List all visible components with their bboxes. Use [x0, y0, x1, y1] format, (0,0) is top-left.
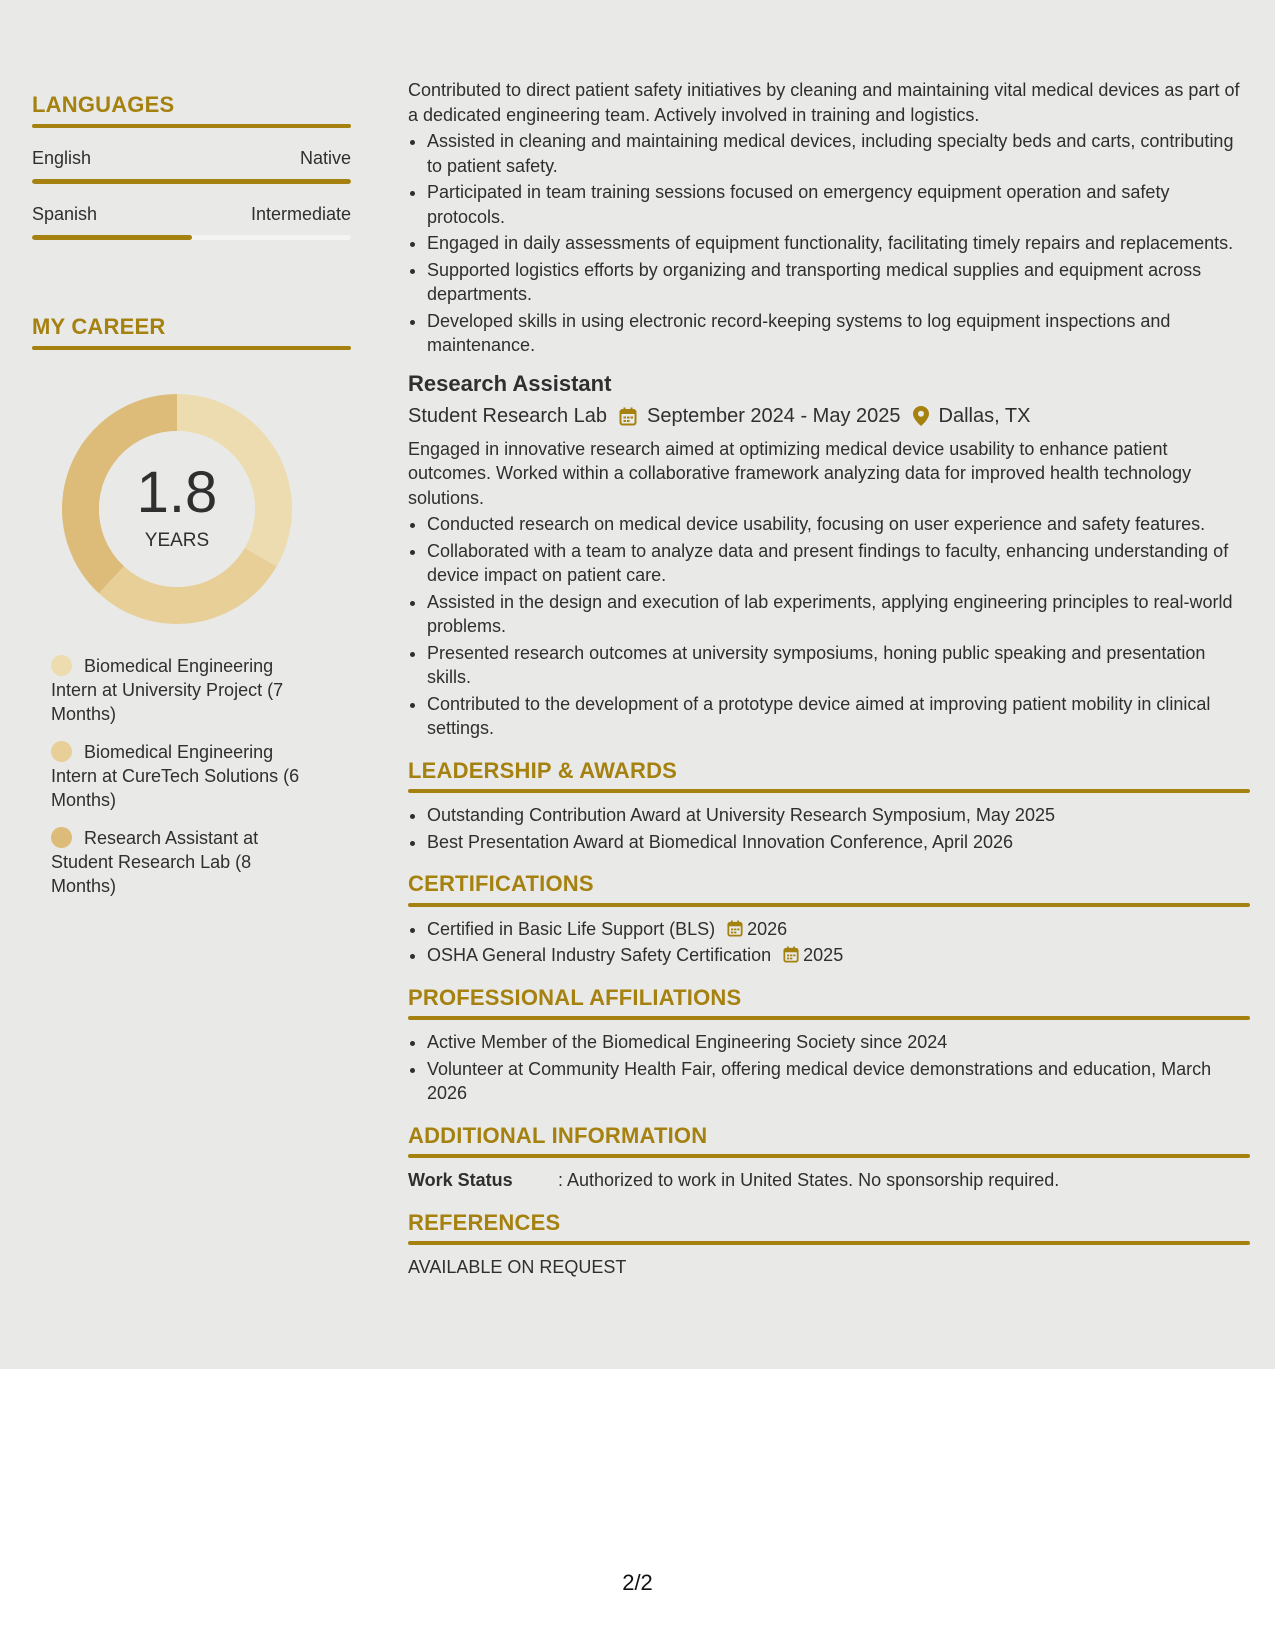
additional-info-title: ADDITIONAL INFORMATION — [408, 1122, 708, 1148]
legend-dot — [51, 655, 72, 676]
language-name: Spanish — [32, 204, 98, 224]
references-text: AVAILABLE ON REQUEST — [408, 1257, 627, 1277]
affiliations-list — [408, 1030, 1250, 1106]
map-pin-icon — [913, 406, 929, 426]
work-status-value: : Authorized to work in United States. No sponsorship required. — [558, 1170, 1060, 1190]
job-bullets — [408, 512, 1250, 741]
languages-title: LANGUAGES — [32, 92, 175, 117]
page-number: 2/2 — [622, 1570, 653, 1595]
list-item: • Best Presentation Award at Biomedical Innovation Conference, April 2026 — [427, 830, 1250, 855]
language-item — [32, 204, 351, 240]
list-item: • Engaged in daily assessments of equipment functionality, facilitating timely repairs and replacements. — [427, 231, 1250, 256]
certifications-rule — [408, 903, 1250, 907]
language-proficiency-bar — [32, 179, 351, 184]
previous-job-section — [408, 78, 1250, 358]
language-proficiency-fill — [32, 179, 351, 184]
list-item — [427, 917, 1250, 942]
job-location: Dallas, TX — [938, 405, 1031, 427]
calendar-icon — [727, 920, 743, 937]
legend-dot — [51, 741, 72, 762]
languages-section — [32, 92, 351, 240]
language-name: English — [32, 148, 92, 168]
language-item — [32, 148, 351, 184]
language-proficiency-bar — [32, 235, 351, 240]
awards-list — [408, 803, 1250, 854]
previous-job-summary: Contributed to direct patient safety initiatives by cleaning and maintaining vital medical devices as part of a dedicated engineering team. Actively involved in training and logistics. — [408, 80, 1240, 125]
affiliations-rule — [408, 1016, 1250, 1020]
job-summary: Engaged in innovative research aimed at optimizing medical device usability to enhance patient outcomes. Worked within a collaborative framework analyzing data for improved health technology solutions. — [408, 438, 1192, 508]
calendar-icon — [619, 407, 637, 426]
certifications-list — [408, 917, 1250, 968]
career-legend — [51, 654, 321, 898]
career-total-unit: YEARS — [144, 530, 210, 551]
language-level: Native — [299, 148, 351, 168]
left-column — [32, 92, 351, 912]
list-item: • Outstanding Contribution Award at University Research Symposium, May 2025 — [427, 803, 1250, 828]
list-item — [427, 943, 1250, 968]
affiliations-title: PROFESSIONAL AFFILIATIONS — [408, 984, 742, 1010]
job-meta — [408, 404, 1250, 429]
awards-rule — [408, 789, 1250, 793]
awards-section — [408, 759, 1250, 855]
awards-title: LEADERSHIP & AWARDS — [408, 757, 678, 783]
previous-job-bullets — [408, 129, 1250, 358]
list-item: • Presented research outcomes at university symposiums, honing public speaking and presentation skills. — [427, 641, 1250, 690]
additional-info-rule — [408, 1154, 1250, 1158]
career-legend-item — [51, 740, 321, 812]
certifications-section — [408, 872, 1250, 968]
list-item: • Developed skills in using electronic record-keeping systems to log equipment inspections and maintenance. — [427, 309, 1250, 358]
career-legend-label: Research Assistant at Student Research Lab (8 Months) — [51, 828, 259, 896]
list-item: • Assisted in cleaning and maintaining medical devices, including specialty beds and carts, contributing to patient safety. — [427, 129, 1250, 178]
work-status-row — [408, 1168, 1250, 1193]
references-title: REFERENCES — [408, 1209, 561, 1235]
references-section — [408, 1211, 1250, 1280]
career-section — [32, 314, 351, 898]
list-item: • Supported logistics efforts by organizing and transporting medical supplies and equipment across departments. — [427, 258, 1250, 307]
job-entry — [408, 372, 1250, 741]
career-donut-chart — [62, 394, 292, 624]
affiliations-section — [408, 986, 1250, 1106]
certification-year: 2026 — [747, 918, 788, 939]
certification-year: 2025 — [803, 945, 844, 965]
career-legend-label: Biomedical Engineering Intern at University Project (7 Months) — [51, 656, 284, 724]
job-title: Research Assistant — [408, 370, 612, 396]
job-dates: September 2024 - May 2025 — [647, 405, 901, 427]
list-item: • Contributed to the development of a prototype device aimed at improving patient mobility in clinical settings. — [427, 692, 1250, 741]
certification-name: Certified in Basic Life Support (BLS) — [427, 918, 716, 939]
career-legend-item — [51, 826, 321, 898]
list-item: • Collaborated with a team to analyze data and present findings to faculty, enhancing understanding of device impact on patient care. — [427, 539, 1250, 588]
language-proficiency-fill — [32, 235, 192, 240]
career-total-value: 1.8 — [136, 460, 218, 525]
list-item: • Volunteer at Community Health Fair, offering medical device demonstrations and education, March 2026 — [427, 1057, 1250, 1106]
calendar-icon — [783, 946, 799, 963]
additional-info-section — [408, 1124, 1250, 1193]
list-item: • Participated in team training sessions focused on emergency equipment operation and safety protocols. — [427, 180, 1250, 229]
legend-dot — [51, 827, 72, 848]
certification-name: OSHA General Industry Safety Certification — [427, 945, 772, 965]
language-level: Intermediate — [250, 204, 351, 224]
career-title: MY CAREER — [32, 314, 166, 339]
right-column — [408, 78, 1250, 1280]
list-item: • Conducted research on medical device usability, focusing on user experience and safety features. — [427, 512, 1250, 537]
list-item: • Assisted in the design and execution of lab experiments, applying engineering principles to real-world problems. — [427, 590, 1250, 639]
list-item: • Active Member of the Biomedical Engineering Society since 2024 — [427, 1030, 1250, 1055]
references-rule — [408, 1241, 1250, 1245]
job-company: Student Research Lab — [408, 405, 608, 427]
certifications-title: CERTIFICATIONS — [408, 871, 594, 896]
languages-rule — [32, 124, 351, 128]
career-legend-label: Biomedical Engineering Intern at CureTech Solutions (6 Months) — [51, 742, 300, 810]
work-status-label: Work Status — [408, 1170, 513, 1190]
career-legend-item — [51, 654, 321, 726]
career-rule — [32, 346, 351, 350]
